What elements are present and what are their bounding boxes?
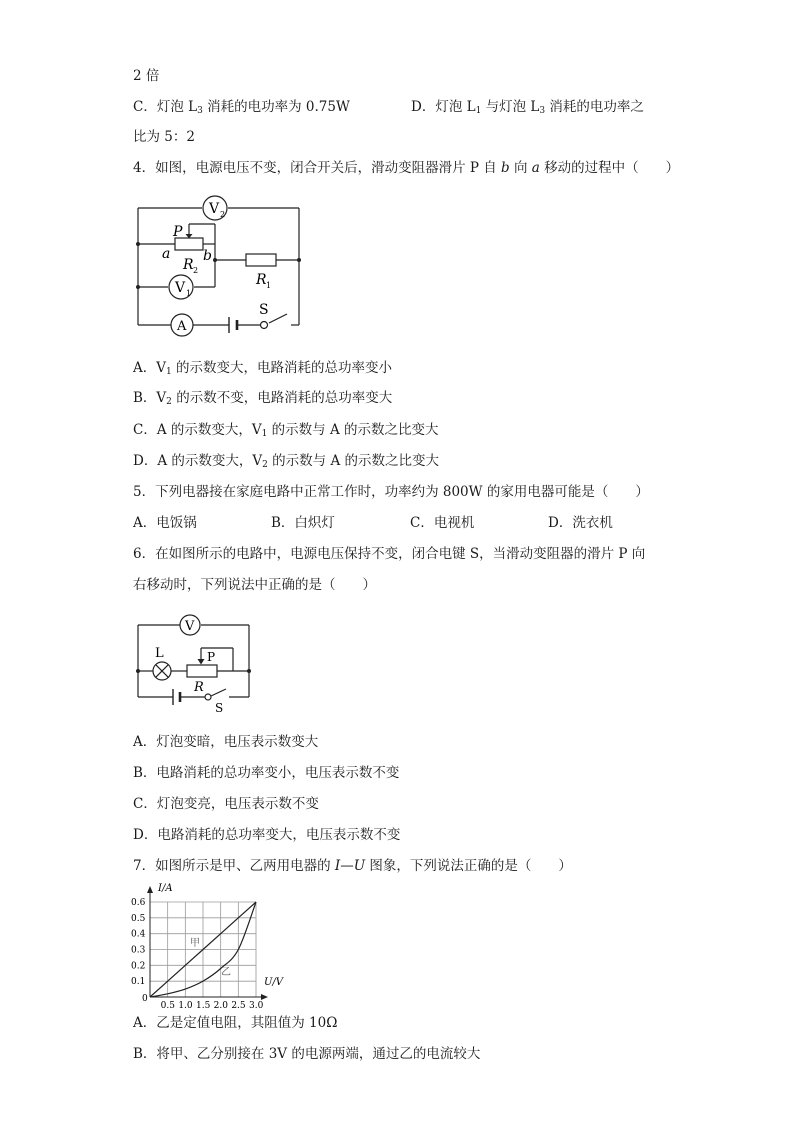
- svg-text:1: 1: [266, 281, 272, 290]
- q6-stem-line2: 右移动时，下列说法中正确的是（ ）: [133, 577, 376, 593]
- q3-option-c: C．灯泡 $L_3$ 消耗的电功率为 0.75W: [133, 99, 350, 116]
- svg-text:1: 1: [186, 289, 192, 298]
- q5-option-a: A．电饭锅: [133, 515, 197, 531]
- svg-text:R: R: [194, 680, 204, 695]
- q7-stem: 7．如图所示是甲、乙两用电器的 I—U 图象，下列说法正确的是（ ）: [133, 858, 572, 874]
- svg-text:R: R: [183, 257, 194, 273]
- y-tick-label: 0.4: [131, 929, 146, 940]
- x-tick-label: 3.0: [249, 1001, 264, 1010]
- q5-stem: 5．下列电器接在家庭电路中正常工作时，功率约为 800W 的家用电器可能是（ ）: [133, 484, 649, 500]
- x-tick-label: 2.0: [213, 1001, 228, 1010]
- q4-option-d: D．A 的示数变大，$V_2$ 的示数与 A 的示数之比变大: [133, 453, 439, 470]
- x-tick-label: 1.5: [196, 1001, 211, 1010]
- y-tick-label: 0.1: [131, 977, 146, 988]
- x-tick-label: 1.0: [178, 1001, 193, 1010]
- q7-iu-graph: [128, 880, 298, 1010]
- chart-x-axis-label: U/V: [264, 977, 284, 988]
- q4-option-c: C．A 的示数变大，$V_1$ 的示数与 A 的示数之比变大: [133, 422, 439, 439]
- y-tick-label: 0.3: [131, 945, 146, 956]
- y-tick-label: 0.2: [131, 961, 146, 972]
- q7-option-a: A．乙是定值电阻，其阻值为 10Ω: [133, 1015, 338, 1031]
- svg-text:R: R: [256, 272, 267, 288]
- svg-text:A: A: [177, 319, 187, 334]
- chart-y-axis-label: I/A: [158, 883, 173, 894]
- svg-text:V: V: [185, 619, 195, 634]
- q7-option-b: B．将甲、乙分别接在 3V 的电源两端，通过乙的电流较大: [133, 1046, 481, 1062]
- q6-option-b: B．电路消耗的总功率变小，电压表示数不变: [133, 765, 400, 781]
- q5-option-c: C．电视机: [410, 515, 475, 531]
- q4-stem: 4．如图，电源电压不变，闭合开关后，滑动变阻器滑片 P 自 b 向 a 移动的过程中（ ）: [133, 160, 680, 176]
- q6-option-d: D．电路消耗的总功率变大，电压表示数不变: [133, 827, 401, 843]
- q4-option-b: B．$V_2$ 的示数不变，电路消耗的总功率变大: [133, 390, 393, 407]
- chart-origin-label: 0: [142, 994, 148, 1004]
- q5-option-b: B．白炽灯: [271, 515, 335, 531]
- svg-text:a: a: [162, 246, 171, 262]
- series-label-yi: 乙: [221, 967, 231, 978]
- q6-circuit-diagram: [133, 610, 258, 715]
- svg-text:b: b: [203, 248, 212, 264]
- q3-option-d: D．灯泡 $L_1$ 与灯泡 $L_3$ 消耗的电功率之: [411, 99, 644, 116]
- x-tick-label: 2.5: [231, 1001, 246, 1010]
- q3-option-d-continuation: 比为 5：2: [133, 129, 195, 145]
- svg-text:2: 2: [193, 266, 199, 275]
- x-tick-label: 0.5: [160, 1001, 175, 1010]
- svg-text:S: S: [259, 302, 269, 318]
- q4-option-a: A．$V_1$ 的示数变大，电路消耗的总功率变小: [133, 360, 393, 377]
- y-tick-label: 0.6: [131, 898, 146, 908]
- svg-text:L: L: [155, 646, 164, 661]
- svg-text:V: V: [209, 201, 220, 217]
- svg-text:2: 2: [220, 210, 226, 219]
- q6-option-a: A．灯泡变暗，电压表示数变大: [133, 734, 319, 750]
- q4-circuit-diagram: [133, 193, 308, 338]
- svg-text:P: P: [173, 224, 183, 240]
- q5-option-d: D．洗衣机: [548, 515, 613, 531]
- q3-continuation: 2 倍: [133, 68, 160, 84]
- y-tick-label: 0.5: [131, 913, 146, 924]
- series-label-jia: 甲: [190, 938, 200, 949]
- q6-option-c: C．灯泡变亮，电压表示数不变: [133, 796, 319, 812]
- svg-text:S: S: [215, 701, 224, 715]
- svg-text:V: V: [175, 280, 186, 296]
- svg-text:P: P: [207, 650, 216, 664]
- q6-stem-line1: 6．在如图所示的电路中，电源电压保持不变，闭合电键 S，当滑动变阻器的滑片 P 向: [133, 546, 646, 562]
